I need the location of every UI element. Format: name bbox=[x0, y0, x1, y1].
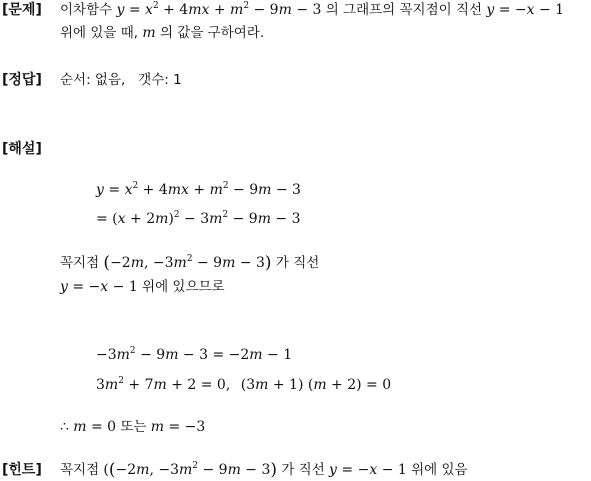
problem-line-2 bbox=[60, 23, 264, 43]
hint-label: [힌트] bbox=[2, 462, 42, 478]
hint-line bbox=[60, 460, 468, 480]
hint-text-2: 가 직선 bbox=[281, 462, 325, 478]
answer-text: 순서: 없음, 갯수: 1 bbox=[60, 72, 182, 88]
solution-m-neg3: m = −3 bbox=[150, 419, 206, 435]
solution-m-zero: m = 0 bbox=[73, 419, 117, 435]
solution-on-line-text: 위에 있으므로 bbox=[142, 279, 225, 295]
solution-eq-1: $y = x^2 + 4mx + m^2 - 9m - 3$ bbox=[96, 181, 301, 198]
hint-vertex-coords: ((−2m, $-3m^2 - 9m - 3$) bbox=[103, 460, 278, 480]
problem-text-3: 위에 있을 때, bbox=[60, 25, 139, 41]
solution-eq-2: = $(x + 2m)^2 - 3m^2 - 9m - 3$ bbox=[96, 210, 301, 227]
problem-function-equation: $y = x^2 + 4mx + m^2 - 9m - 3$ bbox=[116, 1, 322, 18]
problem-label: [문제] bbox=[2, 2, 42, 18]
problem-text-4: 의 값을 구하여라. bbox=[159, 25, 265, 41]
hint-line-equation: y = −x − 1 bbox=[329, 462, 407, 478]
solution-vertex-coords: (−2m, $-3m^2 - 9m - 3$) bbox=[103, 253, 272, 273]
solution-eq-4: $3m^2 + 7m + 2 = 0$, (3m + 1) (m + 2) = 0 bbox=[96, 376, 392, 393]
problem-line-equation: y = −x − 1 bbox=[486, 2, 565, 18]
solution-conclusion bbox=[60, 417, 205, 437]
solution-vertex-text: 꼭지점 bbox=[60, 255, 100, 271]
hint-text-3: 위에 있음 bbox=[411, 462, 468, 478]
solution-or-text: 또는 bbox=[120, 419, 147, 435]
solution-vertex-text-2: 가 직선 bbox=[275, 255, 320, 271]
answer-label: [정답] bbox=[2, 72, 42, 88]
problem-variable-m: m bbox=[142, 25, 156, 41]
solution-eq-3: $-3m^2 - 9m - 3 = -2m - 1$ bbox=[96, 346, 293, 363]
problem-text-2: 의 그래프의 꼭지점이 직선 bbox=[325, 2, 483, 18]
problem-line-1 bbox=[60, 0, 564, 20]
therefore-symbol: ∴ bbox=[60, 419, 69, 435]
problem-text-1: 이차함수 bbox=[60, 2, 113, 18]
hint-text-1: 꼭지점 bbox=[60, 462, 100, 478]
solution-vertex-line bbox=[60, 253, 319, 273]
solution-line-equation: y = −x − 1 bbox=[60, 279, 138, 295]
solution-on-line bbox=[60, 277, 225, 297]
solution-label: [해설] bbox=[2, 141, 42, 157]
